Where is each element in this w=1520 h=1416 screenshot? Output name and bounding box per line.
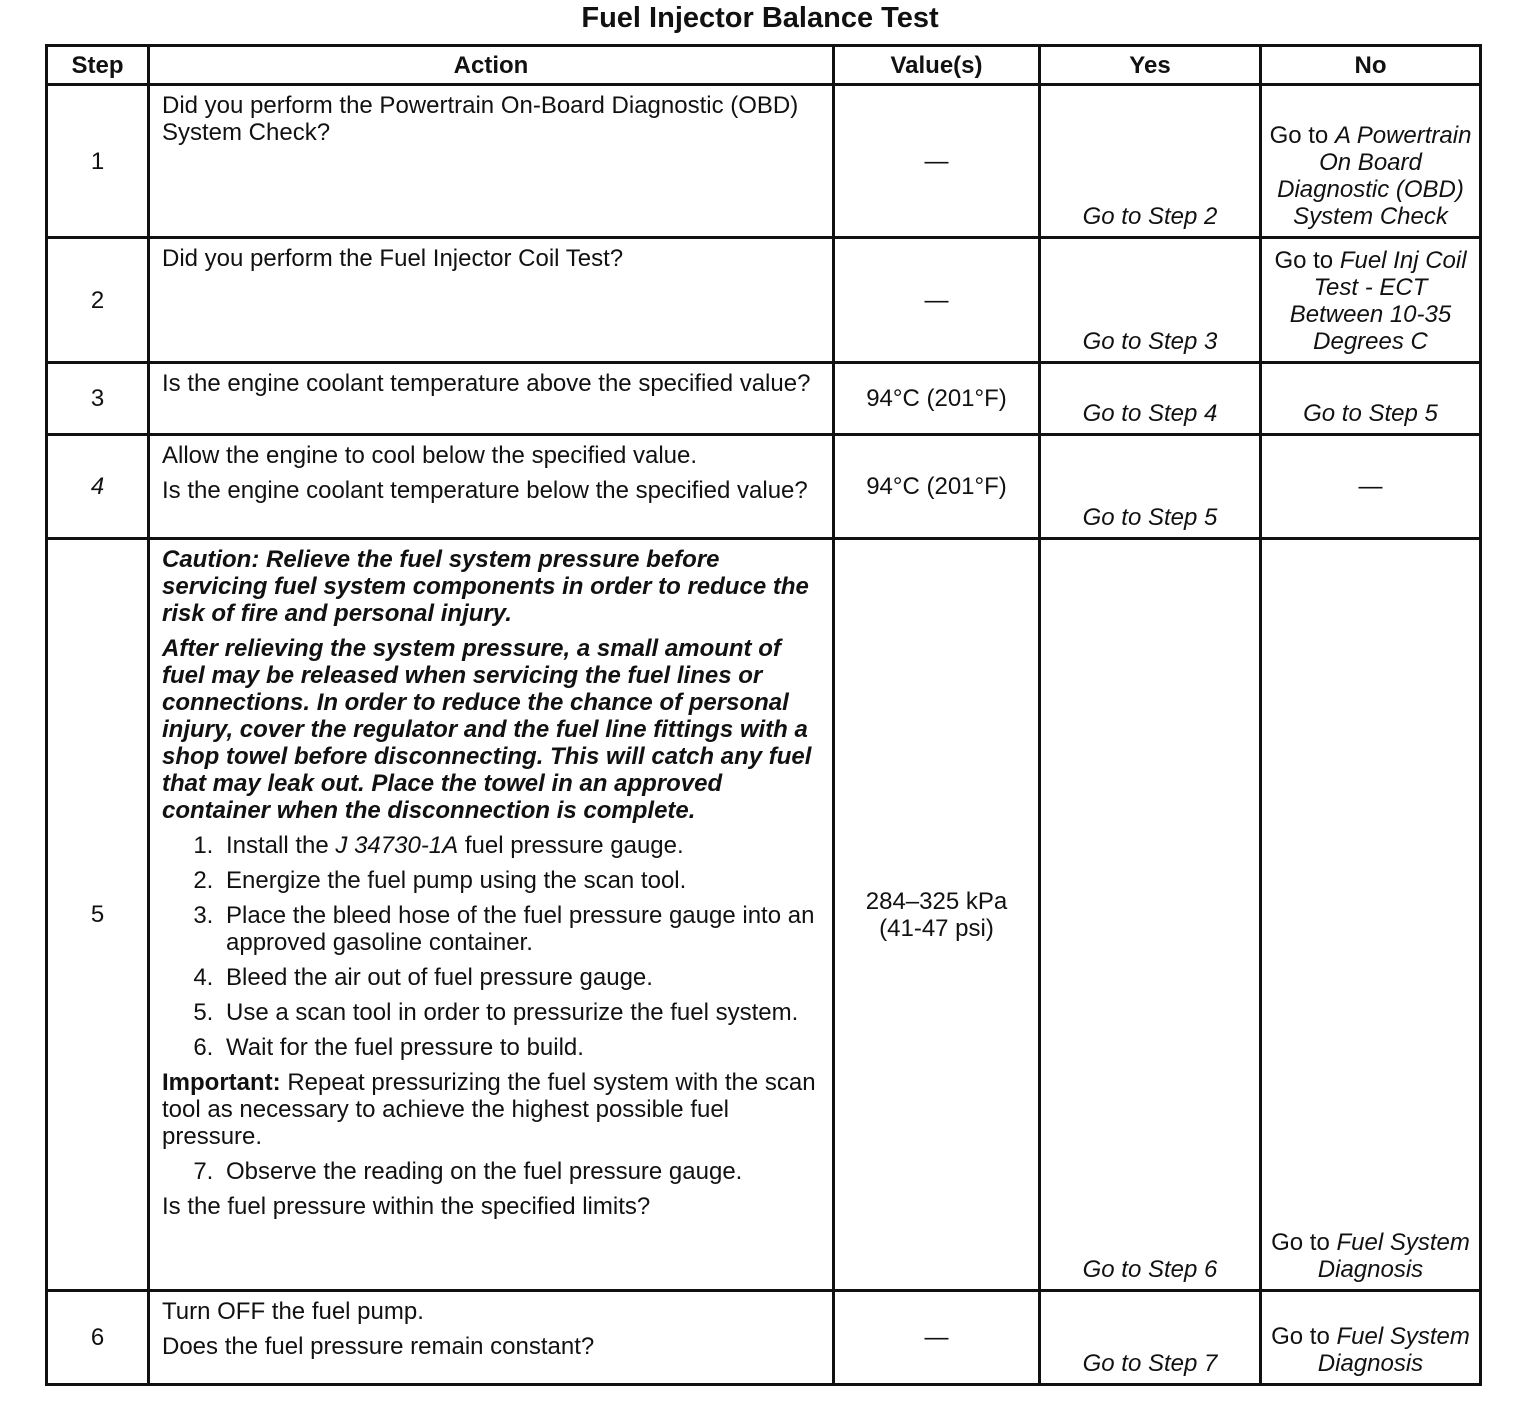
action-cell: [149, 363, 834, 435]
header-row: [47, 46, 1481, 85]
header-step: Step: [47, 46, 149, 85]
table-row: [47, 238, 1481, 363]
procedure-list: [162, 832, 820, 1061]
list-item: [220, 832, 820, 859]
value-cell: —: [834, 85, 1040, 238]
header-values: Value(s): [834, 46, 1040, 85]
action-cell: [149, 238, 834, 363]
procedure-list-continued: [162, 1158, 820, 1185]
action-cell: [149, 435, 834, 539]
no-prefix: Go to: [1271, 1323, 1337, 1350]
header-yes: Yes: [1040, 46, 1261, 85]
table-row: [47, 1291, 1481, 1385]
step-number: 1: [47, 85, 149, 238]
table-row: [47, 85, 1481, 238]
tool-link[interactable]: J 34730-1A: [335, 832, 459, 859]
action-text: Did you perform the Fuel Injector Coil Test?: [162, 245, 624, 272]
no-link[interactable]: A Powertrain On Board Diagnostic (OBD) System Check: [1277, 122, 1472, 230]
caution-text: Caution: Relieve the fuel system pressure before servicing fuel system components in order to reduce the risk of fire and personal injury.: [162, 546, 809, 627]
caution-detail: After relieving the system pressure, a small amount of fuel may be released when servicing the fuel lines or connections. In order to reduce the chance of personal injury, cover the regulator and the fuel line fittings with a shop towel before disconnecting. This will catch any fuel that may leak out. Place the towel in an approved container when the disconnection is complete.: [162, 635, 812, 824]
value-psi: (41-47 psi): [879, 914, 994, 942]
value-kpa: 284–325 kPa: [865, 887, 1008, 915]
value-cell: —: [834, 238, 1040, 363]
no-cell[interactable]: [1261, 85, 1481, 238]
step-number: 2: [47, 238, 149, 363]
step-number: 4: [47, 435, 149, 539]
table-row: [47, 539, 1481, 1291]
list-item: 6. Wait for the fuel pressure to build.: [220, 1034, 820, 1061]
yes-link[interactable]: Go to Step 2: [1040, 85, 1261, 238]
list-item: 2. Energize the fuel pump using the scan tool.: [220, 867, 820, 894]
important-text: Repeat pressurizing the fuel system with the scan tool as necessary to achieve the highest possible fuel pressure.: [162, 1069, 816, 1150]
yes-link[interactable]: Go to Step 7: [1040, 1291, 1261, 1385]
action-cell: [149, 1291, 834, 1385]
action-text: Allow the engine to cool below the specified value.: [162, 442, 698, 469]
yes-link[interactable]: Go to Step 4: [1040, 363, 1261, 435]
no-link[interactable]: Fuel Inj Coil Test - ECT Between 10-35 Degrees C: [1289, 247, 1467, 355]
diagnostic-table: [45, 44, 1482, 1386]
no-prefix: Go to: [1271, 1229, 1337, 1256]
step-number: 5: [47, 539, 149, 1291]
no-link[interactable]: Go to Step 5: [1261, 363, 1481, 435]
action-question: Is the fuel pressure within the specified limits?: [162, 1193, 651, 1220]
no-link[interactable]: Fuel System Diagnosis: [1317, 1229, 1470, 1283]
action-cell: [149, 539, 834, 1291]
yes-link[interactable]: Go to Step 6: [1040, 539, 1261, 1291]
yes-link[interactable]: Go to Step 5: [1040, 435, 1261, 539]
list-item-text: fuel pressure gauge.: [458, 832, 684, 859]
no-cell: —: [1261, 435, 1481, 539]
step-number: 3: [47, 363, 149, 435]
value-cell: [834, 539, 1040, 1291]
important-label: Important:: [162, 1069, 281, 1096]
header-no: No: [1261, 46, 1481, 85]
action-text: Turn OFF the fuel pump.: [162, 1298, 424, 1325]
no-cell[interactable]: [1261, 1291, 1481, 1385]
action-question: Does the fuel pressure remain constant?: [162, 1333, 595, 1360]
action-text: Is the engine coolant temperature above the specified value?: [162, 370, 811, 397]
no-link[interactable]: Fuel System Diagnosis: [1317, 1323, 1470, 1377]
action-text: Did you perform the Powertrain On-Board Diagnostic (OBD) System Check?: [162, 92, 799, 146]
table-row: [47, 363, 1481, 435]
page-title: Fuel Injector Balance Test: [581, 2, 939, 34]
table-row: [47, 435, 1481, 539]
no-prefix: Go to: [1274, 247, 1340, 274]
list-item: 3. Place the bleed hose of the fuel pressure gauge into an approved gasoline container.: [220, 902, 820, 956]
yes-link[interactable]: Go to Step 3: [1040, 238, 1261, 363]
no-cell[interactable]: [1261, 539, 1481, 1291]
step-number: 6: [47, 1291, 149, 1385]
list-item: 4. Bleed the air out of fuel pressure gauge.: [220, 964, 820, 991]
action-cell: [149, 85, 834, 238]
value-cell: —: [834, 1291, 1040, 1385]
value-cell: 94°C (201°F): [834, 435, 1040, 539]
list-item: 5. Use a scan tool in order to pressurize the fuel system.: [220, 999, 820, 1026]
action-question: Is the engine coolant temperature below the specified value?: [162, 477, 808, 504]
no-prefix: Go to: [1269, 122, 1335, 149]
no-cell[interactable]: [1261, 238, 1481, 363]
header-action: Action: [149, 46, 834, 85]
value-cell: 94°C (201°F): [834, 363, 1040, 435]
list-item-text: Install the: [226, 832, 336, 859]
list-item: 7. Observe the reading on the fuel pressure gauge.: [220, 1158, 820, 1185]
important-note: [162, 1069, 820, 1150]
